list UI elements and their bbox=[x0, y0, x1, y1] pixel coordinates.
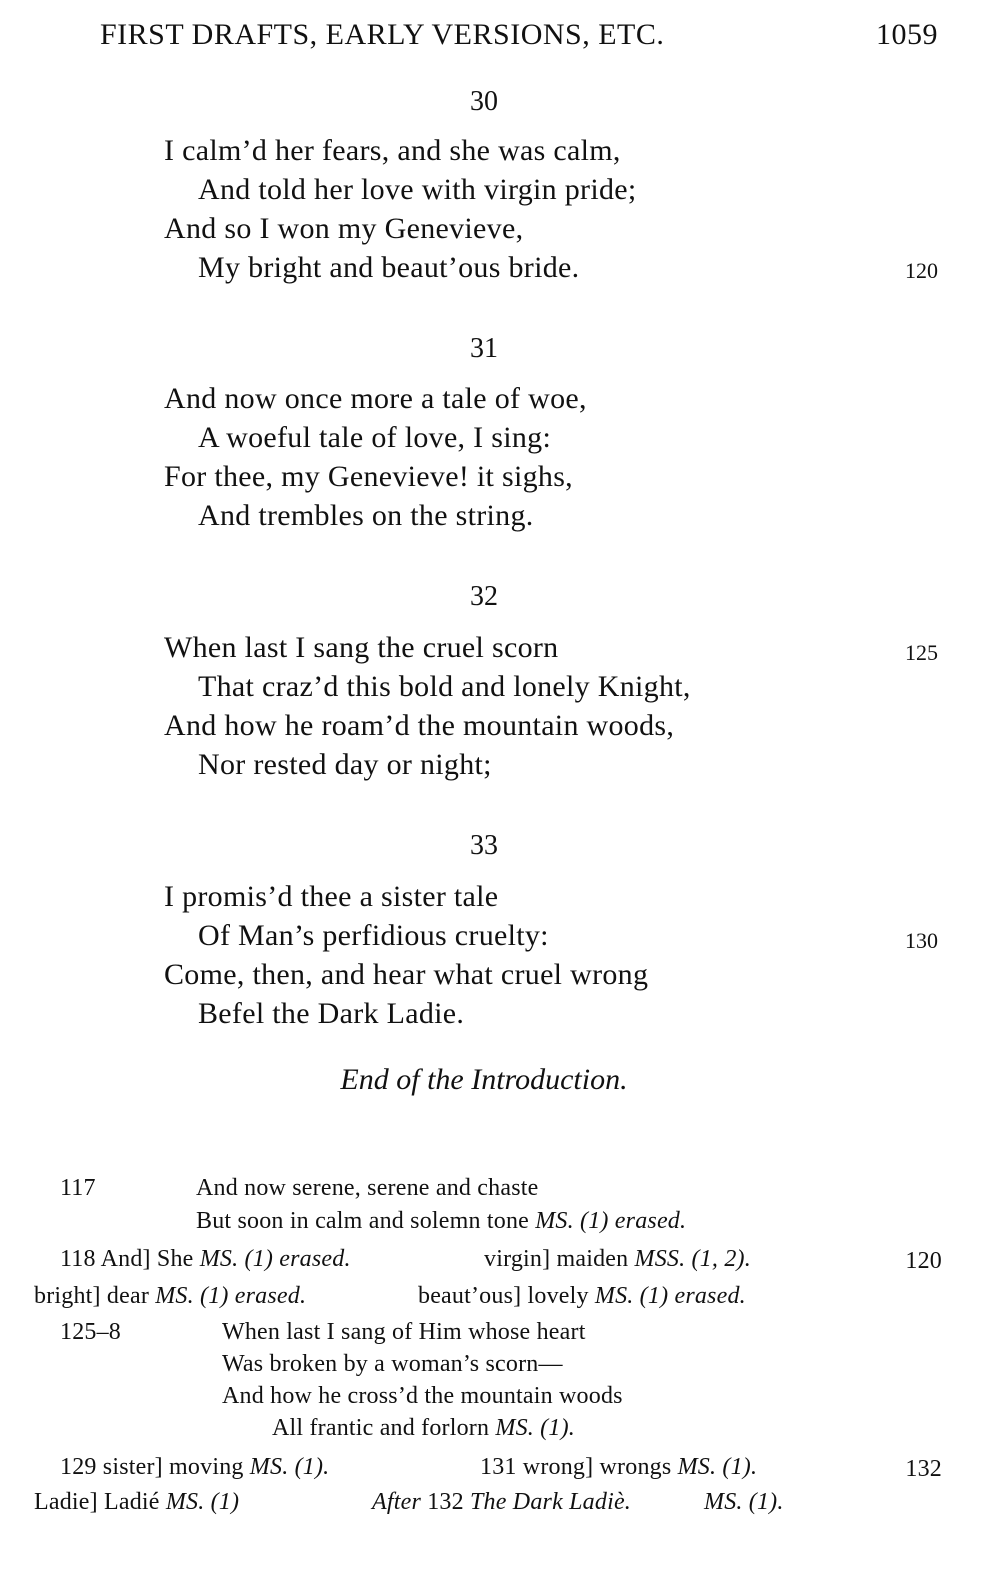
note-text: beaut’ous] lovely MS. (1) erased. bbox=[418, 1283, 746, 1309]
verse-line: And so I won my Genevieve, bbox=[164, 212, 524, 245]
verse-line: Befel the Dark Ladie. bbox=[198, 997, 465, 1030]
note-text: All frantic and forlorn MS. (1). bbox=[272, 1415, 575, 1441]
line-number: 120 bbox=[905, 258, 938, 283]
verse-line: When last I sang the cruel scorn bbox=[164, 631, 559, 664]
note-line-number: 125–8 bbox=[60, 1319, 121, 1345]
note-text: virgin] maiden MSS. (1, 2). bbox=[484, 1246, 751, 1272]
verse-line: I promis’d thee a sister tale bbox=[164, 880, 499, 913]
verse-line: And trembles on the string. bbox=[198, 499, 534, 532]
note-text: Was broken by a woman’s scorn— bbox=[222, 1351, 563, 1377]
note-text: After 132 The Dark Ladiè. bbox=[372, 1489, 631, 1515]
running-title: FIRST DRAFTS, EARLY VERSIONS, ETC. bbox=[100, 18, 665, 51]
verse-line: And told her love with virgin pride; bbox=[198, 173, 637, 206]
end-of-introduction: End of the Introduction. bbox=[340, 1063, 628, 1096]
stanza-number: 31 bbox=[470, 333, 498, 364]
note-text: But soon in calm and solemn tone MS. (1) erased. bbox=[196, 1208, 687, 1234]
verse-line: Nor rested day or night; bbox=[198, 748, 492, 781]
stanza-number: 32 bbox=[470, 581, 498, 612]
note-text: And how he cross’d the mountain woods bbox=[222, 1383, 623, 1409]
page-number: 1059 bbox=[876, 18, 938, 51]
stanza-number: 30 bbox=[470, 86, 498, 117]
line-number: 125 bbox=[905, 640, 938, 665]
note-text: 131 wrong] wrongs MS. (1). bbox=[480, 1454, 758, 1480]
note-text: When last I sang of Him whose heart bbox=[222, 1319, 586, 1345]
note-text: Ladie] Ladié MS. (1) bbox=[34, 1489, 240, 1515]
note-line-number: 132 bbox=[905, 1456, 942, 1482]
verse-line: That craz’d this bold and lonely Knight, bbox=[198, 670, 691, 703]
verse-line: My bright and beaut’ous bride. bbox=[198, 251, 580, 284]
note-text: 129 sister] moving MS. (1). bbox=[60, 1454, 330, 1480]
note-line-number: 117 bbox=[60, 1175, 96, 1201]
stanza-number: 33 bbox=[470, 830, 498, 861]
note-text: 118 And] She MS. (1) erased. bbox=[60, 1246, 351, 1272]
note-text: bright] dear MS. (1) erased. bbox=[34, 1283, 307, 1309]
verse-line: Of Man’s perfidious cruelty: bbox=[198, 919, 549, 952]
verse-line: A woeful tale of love, I sing: bbox=[198, 421, 552, 454]
verse-line: I calm’d her fears, and she was calm, bbox=[164, 134, 621, 167]
note-text: And now serene, serene and chaste bbox=[196, 1175, 539, 1201]
running-header bbox=[100, 18, 938, 58]
verse-line: And now once more a tale of woe, bbox=[164, 382, 587, 415]
verse-line: And how he roam’d the mountain woods, bbox=[164, 709, 675, 742]
verse-line: For thee, my Genevieve! it sighs, bbox=[164, 460, 573, 493]
line-number: 130 bbox=[905, 928, 938, 953]
note-text: MS. (1). bbox=[704, 1489, 784, 1515]
verse-line: Come, then, and hear what cruel wrong bbox=[164, 958, 649, 991]
note-line-number: 120 bbox=[905, 1248, 942, 1274]
